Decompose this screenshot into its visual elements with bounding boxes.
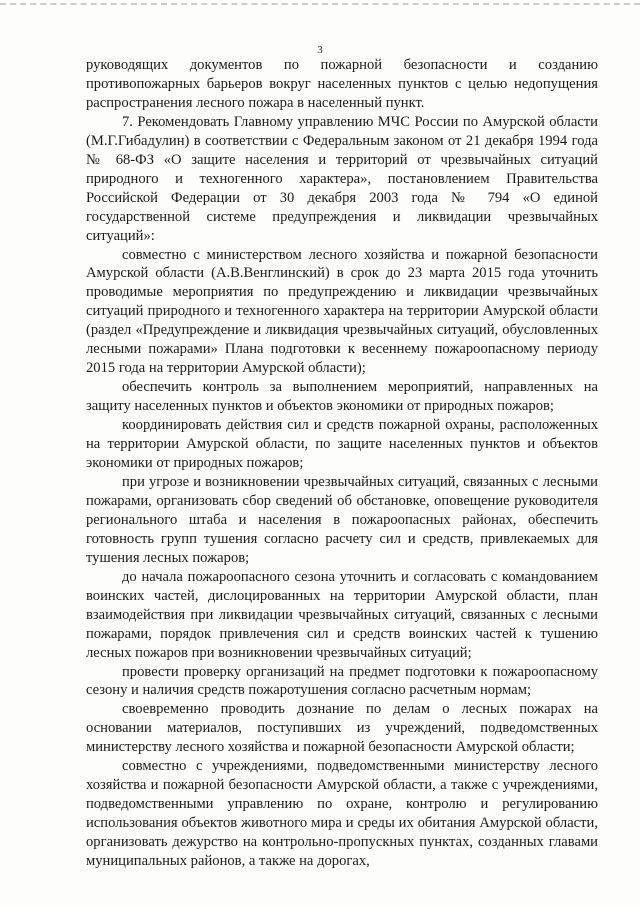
paragraph-emergency-info: при угрозе и возникновении чрезвычайных ситуаций, связанных с лесными пожарами, организовать сбор сведений об обстановке, оповещение руководителя регионального штаба и населения в пожароопасных районах, обеспечить готовность групп тушения согласно расчету сил и средств, привлекаемых для тушения лесных пожаров; [86, 473, 598, 566]
paragraph-coordinate-forces: координировать действия сил и средств пожарной охраны, расположенных на территории Амурской области, по защите населенных пунктов и объектов экономики от природных пожаров; [86, 417, 598, 472]
page-number: 3 [317, 44, 323, 56]
paragraph-inquiry: своевременно проводить дознание по делам о лесных пожарах на основании материалов, поступивших из учреждений, подведомственных министерству лесного хозяйства и пожарной безопасности Амурской области; [86, 701, 598, 756]
paragraph-continuation: руководящих документов по пожарной безопасности и созданию противопожарных барьеров вокруг населенных пунктов с целью недопущения распространения лесного пожара в населенный пункт. [86, 57, 598, 111]
paragraph-clarify-measures: совместно с министерством лесного хозяйства и пожарной безопасности Амурской области (А.В.Венглинский) в срок до 23 марта 2015 года уточнить проводимые мероприятия по предупреждению и ликвидации чрезвычайных ситуаций природного и техногенного характера на территории Амурской области (раздел «Предупреждение и ликвидация чрезвычайных ситуаций, обусловленных лесными пожарами» Плана подготовки к весеннему пожароопасному периоду 2015 года на территории Амурской области); [86, 246, 598, 377]
paragraph-checkpoints: совместно с учреждениями, подведомственными министерству лесного хозяйства и пожарной безопасности Амурской области, а также с учреждениями, подведомственными управлению по охране, контролю и регулированию использования объектов животного мира и среды их обитания Амурской области, организовать дежурство на контрольно-пропускных пунктах, созданных главами муниципальных районов, а также на дорогах, [86, 758, 598, 870]
paragraph-military-plan: до начала пожароопасного сезона уточнить и согласовать с командованием воинских частей, дислоцированных на территории Амурской области, план взаимодействия при ликвидации чрезвычайных ситуаций, связанных с лесными пожарами, порядок привлечения сил и средств воинских частей к тушению лесных пожаров при возникновении чрезвычайных ситуаций; [86, 568, 598, 661]
document-body [86, 56, 598, 871]
paragraph-ensure-control: обеспечить контроль за выполнением мероприятий, направленных на защиту населенных пунктов и объектов экономики от природных пожаров; [86, 379, 598, 415]
paragraph-item-7: 7. Рекомендовать Главному управлению МЧС России по Амурской области (М.Г.Гибадулин) в соответствии с Федеральным законом от 21 декабря 1994 года № 68-ФЗ «О защите населения и территорий от чрезвычайных ситуаций природного и техногенного характера», постановлением Правительства Российской Федерации от 30 декабря 2003 года № 794 «О единой государственной системе предупреждения и ликвидации чрезвычайных ситуаций»: [86, 113, 598, 244]
page-top-edge [0, 3, 640, 5]
paragraph-inspection: провести проверку организаций на предмет подготовки к пожароопасному сезону и наличия средств пожаротушения согласно расчетным нормам; [86, 663, 598, 699]
